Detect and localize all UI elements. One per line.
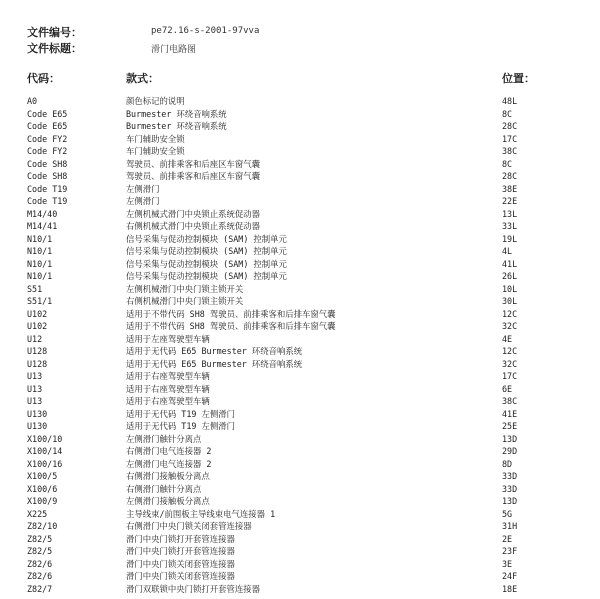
- table-row: [0, 570, 600, 583]
- row-code: Z82/5: [27, 546, 53, 556]
- column-header-code: 代码：: [27, 72, 60, 85]
- row-code: Code T19: [27, 183, 68, 194]
- row-code: A0: [27, 96, 38, 106]
- row-code: N10/1: [27, 246, 53, 256]
- row-position: 30L: [502, 296, 518, 306]
- row-description: 信号采集与促动控制模块 (SAM) 控制单元: [126, 233, 287, 244]
- row-description: Burmester 环绕音响系统: [126, 108, 227, 119]
- row-code: U102: [27, 321, 48, 331]
- row-description: 信号采集与促动控制模块 (SAM) 控制单元: [126, 258, 287, 269]
- row-code: X100/9: [27, 496, 58, 506]
- row-description: 左侧滑门电气连接器 2: [126, 458, 212, 469]
- row-position: 8C: [502, 108, 513, 119]
- row-description: 左侧滑门: [126, 183, 160, 194]
- row-position: 32C: [502, 358, 518, 369]
- row-position: 26L: [502, 271, 518, 281]
- row-position: 38E: [502, 183, 518, 194]
- row-description: 适用于不带代码 SH8 驾驶员、前排乘客和后排车窗气囊: [126, 308, 336, 319]
- table-row: [0, 458, 600, 471]
- row-position: 19L: [502, 233, 518, 244]
- file-title-value: 滑门电路图: [151, 45, 197, 55]
- row-position: 28C: [502, 171, 518, 181]
- row-code: X100/6: [27, 483, 58, 494]
- row-position: 31H: [502, 521, 518, 531]
- table-row: [0, 133, 600, 146]
- row-position: 4E: [502, 333, 513, 344]
- table-row: [0, 308, 600, 321]
- row-position: 41E: [502, 408, 518, 419]
- table-row: [0, 108, 600, 121]
- row-position: 4L: [502, 246, 513, 256]
- row-code: U13: [27, 371, 43, 381]
- row-code: Z82/6: [27, 558, 53, 569]
- row-description: 滑门中央门锁打开套管连接器: [126, 533, 235, 544]
- table-row: [0, 183, 600, 196]
- table-row: [0, 258, 600, 271]
- row-position: 5G: [502, 508, 513, 519]
- row-code: N10/1: [27, 233, 53, 244]
- row-description: 左侧机械式滑门中央锁止系统促动器: [126, 208, 260, 219]
- row-description: 适用于无代码 E65 Burmester 环绕音响系统: [126, 346, 303, 356]
- table-row: [0, 433, 600, 446]
- row-code: Code FY2: [27, 146, 68, 156]
- row-code: X100/5: [27, 471, 58, 481]
- table-row: [0, 358, 600, 371]
- table-row: [0, 208, 600, 221]
- row-position: 29D: [502, 446, 518, 456]
- row-description: 滑门双联锁中央门锁打开套管连接器: [126, 583, 260, 594]
- row-description: 右侧机械式滑门中央锁止系统促动器: [126, 221, 260, 231]
- table-row: [0, 508, 600, 521]
- table-row: [0, 270, 600, 283]
- row-description: 车门辅助安全锁: [126, 133, 185, 144]
- row-position: 13D: [502, 433, 518, 444]
- table-row: [0, 370, 600, 383]
- table-row: [0, 533, 600, 546]
- table-row: [0, 283, 600, 296]
- row-code: U130: [27, 421, 48, 431]
- table-row: [0, 395, 600, 408]
- row-position: 2E: [502, 533, 513, 544]
- row-description: 左侧滑门接触板分离点: [126, 496, 210, 506]
- row-description: 适用于右座驾驶型车辆: [126, 371, 210, 381]
- table-row: [0, 220, 600, 233]
- row-description: 滑门中央门锁关闭套管连接器: [126, 558, 235, 569]
- table-row: [0, 320, 600, 333]
- row-position: 8C: [502, 158, 513, 169]
- row-description: 左侧滑门: [126, 196, 160, 206]
- row-description: 主导线束/前围板主导线束电气连接器 1: [126, 508, 276, 519]
- row-position: 10L: [502, 283, 518, 294]
- table-row: [0, 383, 600, 396]
- table-row: [0, 170, 600, 183]
- row-position: 41L: [502, 258, 518, 269]
- table-row: [0, 245, 600, 258]
- row-description: 信号采集与促动控制模块 (SAM) 控制单元: [126, 271, 287, 281]
- row-description: 适用于无代码 E65 Burmester 环绕音响系统: [126, 358, 303, 369]
- table-row: [0, 470, 600, 483]
- file-number-value: pe72.16-s-2001-97vva: [151, 26, 260, 36]
- row-description: 滑门中央门锁关闭套管连接器: [126, 571, 235, 581]
- table-row: [0, 558, 600, 571]
- row-code: S51/1: [27, 296, 53, 306]
- row-position: 6E: [502, 383, 513, 394]
- row-code: S51: [27, 283, 43, 294]
- row-code: U13: [27, 396, 43, 406]
- row-position: 3E: [502, 558, 513, 569]
- row-code: U128: [27, 358, 48, 369]
- row-code: U128: [27, 346, 48, 356]
- row-code: Code FY2: [27, 133, 68, 144]
- row-code: U12: [27, 333, 43, 344]
- row-description: 适用于不带代码 SH8 驾驶员、前排乘客和后排车窗气囊: [126, 321, 336, 331]
- row-code: Z82/6: [27, 571, 53, 581]
- row-description: 驾驶员、前排乘客和后座区车窗气囊: [126, 158, 260, 169]
- row-code: X225: [27, 508, 48, 519]
- row-code: M14/41: [27, 221, 58, 231]
- row-position: 18E: [502, 583, 518, 594]
- row-description: 颜色标记的说明: [126, 96, 185, 106]
- table-row: [0, 345, 600, 358]
- column-header-style: 款式：: [126, 72, 159, 85]
- row-position: 17C: [502, 133, 518, 144]
- row-code: Code E65: [27, 108, 68, 119]
- row-position: 32C: [502, 321, 518, 331]
- row-description: 适用于无代码 T19 左侧滑门: [126, 421, 235, 431]
- row-description: 驾驶员、前排乘客和后座区车窗气囊: [126, 171, 260, 181]
- row-position: 17C: [502, 371, 518, 381]
- row-position: 38C: [502, 396, 518, 406]
- table-row: [0, 583, 600, 596]
- row-code: X100/10: [27, 433, 63, 444]
- row-description: 左侧滑门触针分离点: [126, 433, 202, 444]
- table-row: [0, 95, 600, 108]
- table-row: [0, 233, 600, 246]
- row-position: 48L: [502, 96, 518, 106]
- row-position: 23F: [502, 546, 518, 556]
- row-code: U130: [27, 408, 48, 419]
- row-position: 13L: [502, 208, 518, 219]
- table-row: [0, 445, 600, 458]
- row-description: 右侧机械滑门中央门锁主锁开关: [126, 296, 244, 306]
- row-description: 右侧滑门触针分离点: [126, 483, 202, 494]
- table-row: [0, 158, 600, 171]
- row-code: Code SH8: [27, 171, 68, 181]
- row-position: 33D: [502, 471, 518, 481]
- row-code: Code E65: [27, 121, 68, 131]
- row-code: N10/1: [27, 258, 53, 269]
- row-code: X100/14: [27, 446, 63, 456]
- row-code: U13: [27, 383, 43, 394]
- row-code: Code SH8: [27, 158, 68, 169]
- row-description: 车门辅助安全锁: [126, 146, 185, 156]
- table-row: [0, 495, 600, 508]
- row-position: 33L: [502, 221, 518, 231]
- row-code: Z82/10: [27, 521, 58, 531]
- table-row: [0, 420, 600, 433]
- row-description: 适用于右座驾驶型车辆: [126, 383, 210, 394]
- table-row: [0, 408, 600, 421]
- row-position: 8D: [502, 458, 513, 469]
- row-position: 25E: [502, 421, 518, 431]
- row-code: Z82/7: [27, 583, 53, 594]
- row-code: Z82/5: [27, 533, 53, 544]
- row-position: 33D: [502, 483, 518, 494]
- row-code: M14/40: [27, 208, 58, 219]
- table-row: [0, 295, 600, 308]
- file-number-label: 文件编号：: [27, 26, 82, 39]
- row-code: U102: [27, 308, 48, 319]
- table-row: [0, 483, 600, 496]
- row-description: 右侧滑门电气连接器 2: [126, 446, 212, 456]
- row-description: 右侧滑门中央门锁关闭套管连接器: [126, 521, 252, 531]
- row-position: 24F: [502, 571, 518, 581]
- column-header-position: 位置：: [502, 72, 535, 85]
- row-position: 22E: [502, 196, 518, 206]
- row-code: Code T19: [27, 196, 68, 206]
- row-description: 适用于右座驾驶型车辆: [126, 396, 210, 406]
- row-description: 左侧机械滑门中央门锁主锁开关: [126, 283, 244, 294]
- row-code: N10/1: [27, 271, 53, 281]
- row-description: 滑门中央门锁打开套管连接器: [126, 546, 235, 556]
- file-title-label: 文件标题：: [27, 42, 82, 55]
- row-description: 适用于无代码 T19 左侧滑门: [126, 408, 235, 419]
- table-row: [0, 195, 600, 208]
- row-description: 适用于左座驾驶型车辆: [126, 333, 210, 344]
- table-row: [0, 333, 600, 346]
- row-description: 信号采集与促动控制模块 (SAM) 控制单元: [126, 246, 287, 256]
- table-row: [0, 145, 600, 158]
- row-position: 12C: [502, 308, 518, 319]
- row-position: 12C: [502, 346, 518, 356]
- row-position: 13D: [502, 496, 518, 506]
- table-row: [0, 545, 600, 558]
- row-position: 38C: [502, 146, 518, 156]
- table-row: [0, 520, 600, 533]
- row-position: 28C: [502, 121, 518, 131]
- row-description: Burmester 环绕音响系统: [126, 121, 227, 131]
- table-row: [0, 120, 600, 133]
- row-description: 右侧滑门接触板分离点: [126, 471, 210, 481]
- parts-table: [0, 95, 600, 595]
- row-code: X100/16: [27, 458, 63, 469]
